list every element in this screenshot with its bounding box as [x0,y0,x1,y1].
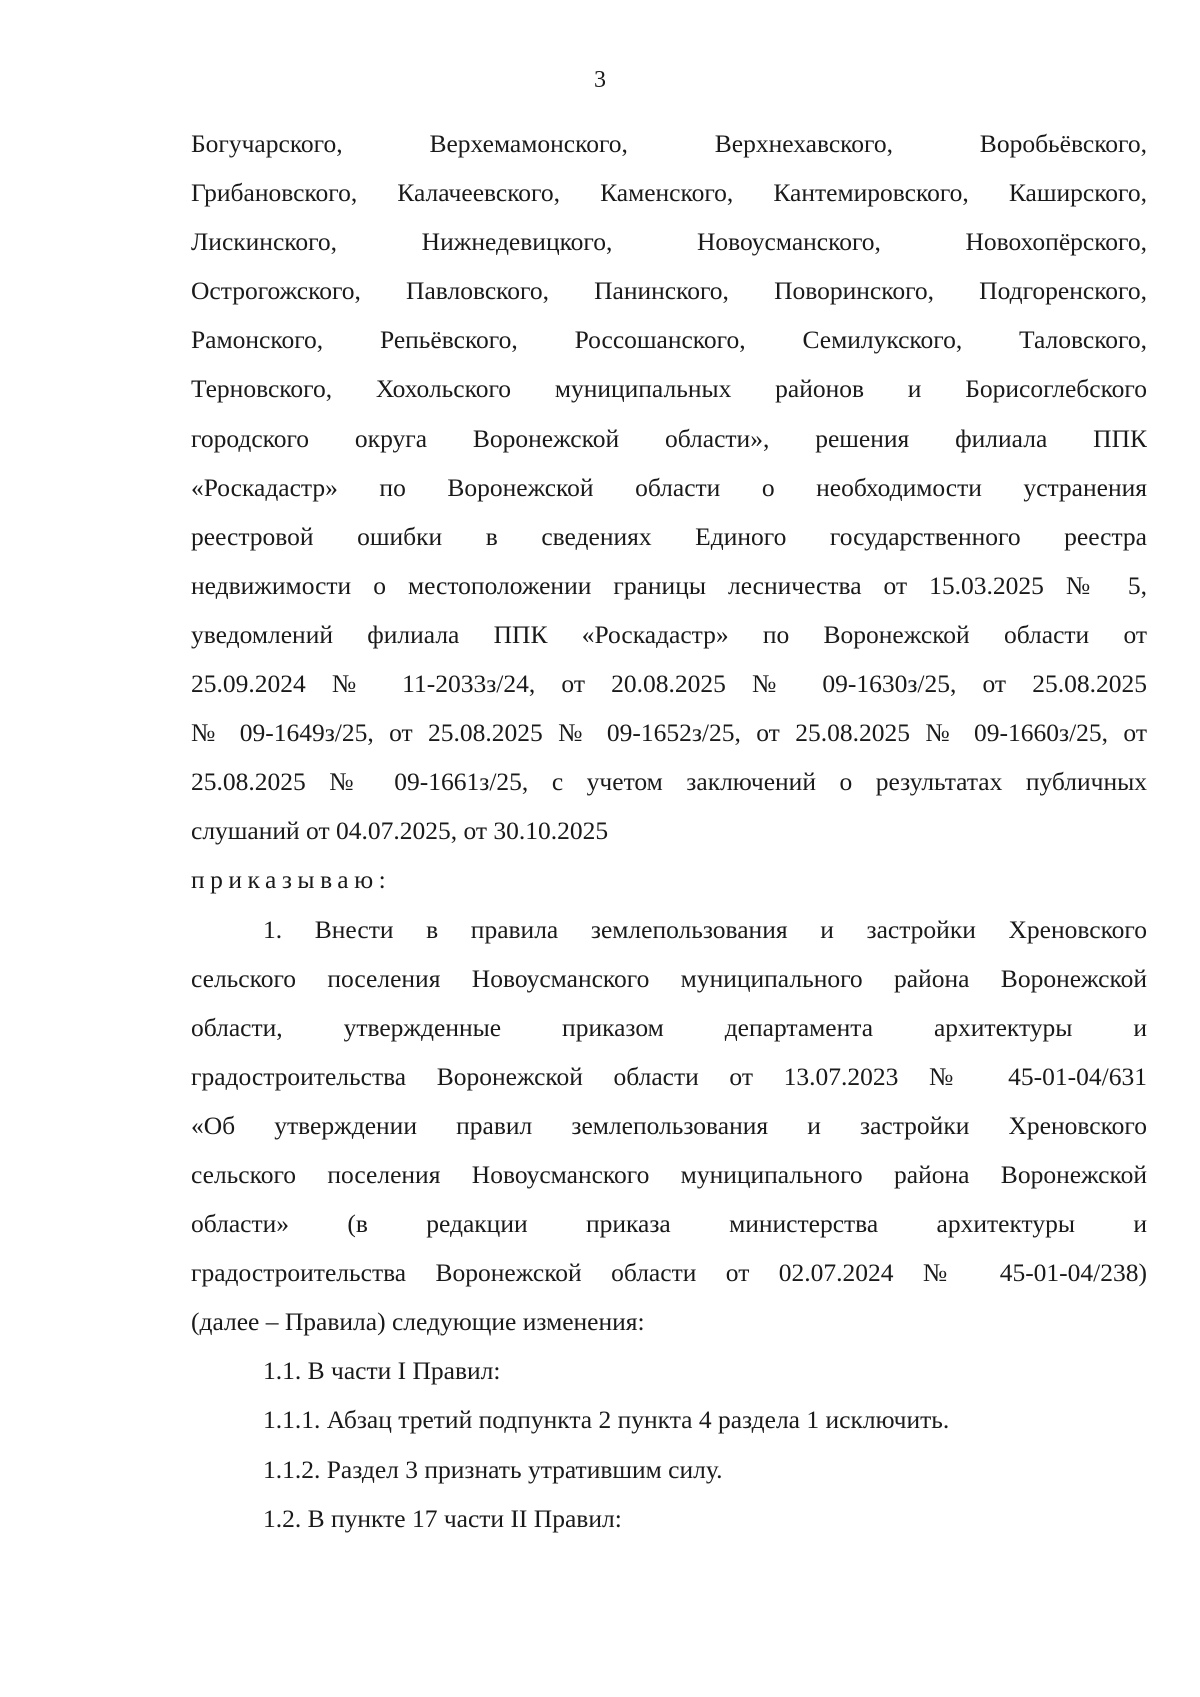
text-line: области» (в редакции приказа министерства архитектуры и [191,1209,1147,1239]
subitem-1-1-1: 1.1.1. Абзац третий подпункта 2 пункта 4 раздела 1 исключить. [263,1405,950,1435]
text-line: «Об утверждении правил землепользования и застройки Хреновского [191,1110,1147,1140]
text-line: реестровой ошибки в сведениях Единого государственного реестра [191,521,1147,551]
text-line: городского округа Воронежской области», решения филиала ППК [191,423,1147,453]
text-line: градостроительства Воронежской области от 13.07.2023 № 45-01-04/631 [191,1061,1147,1091]
text-line: сельского поселения Новоусманского муниципального района Воронежской [191,1159,1147,1189]
text-line: Лискинского, Нижнедевицкого, Новоусманского, Новохопёрского, [191,227,1147,257]
text-line: области, утвержденные приказом департамента архитектуры и [191,1012,1147,1042]
subitem-1-2: 1.2. В пункте 17 части II Правил: [263,1503,622,1533]
order-word: приказываю: [191,865,392,895]
text-line: № 09-1649з/25, от 25.08.2025 № 09-1652з/25, от 25.08.2025 № 09-1660з/25, от [191,718,1147,748]
text-line: 1. Внести в правила землепользования и застройки Хреновского [263,914,1147,944]
text-line: Богучарского, Верхемамонского, Верхнехавского, Воробьёвского, [191,129,1147,158]
text-line: уведомлений филиала ППК «Роскадастр» по Воронежской области от [191,619,1147,649]
text-line: Грибановского, Калачеевского, Каменского, Кантемировского, Каширского, [191,178,1147,208]
text-line: градостроительства Воронежской области от 02.07.2024 № 45-01-04/238) [191,1258,1147,1288]
text-line: 25.09.2024 № 11-2033з/24, от 20.08.2025 № 09-1630з/25, от 25.08.2025 [191,669,1147,699]
text-line: недвижимости о местоположении границы лесничества от 15.03.2025 № 5, [191,570,1147,600]
text-line: «Роскадастр» по Воронежской области о необходимости устранения [191,472,1147,502]
page-number: 3 [594,67,606,93]
text-line: Терновского, Хохольского муниципальных районов и Борисоглебского [191,374,1147,404]
text-line: Острогожского, Павловского, Панинского, Поворинского, Подгоренского, [191,276,1147,306]
text-line: 25.08.2025 № 09-1661з/25, с учетом заключений о результатах публичных [191,767,1147,797]
subitem-1-1: 1.1. В части I Правил: [263,1356,501,1386]
text-line: слушаний от 04.07.2025, от 30.10.2025 [191,816,609,846]
text-line: сельского поселения Новоусманского муниципального района Воронежской [191,963,1147,993]
document-body [191,119,1147,1543]
text-line: (далее – Правила) следующие изменения: [191,1307,645,1337]
text-line: Рамонского, Репьёвского, Россошанского, Семилукского, Таловского, [191,325,1147,355]
subitem-1-1-2: 1.1.2. Раздел 3 признать утратившим силу. [263,1454,723,1484]
